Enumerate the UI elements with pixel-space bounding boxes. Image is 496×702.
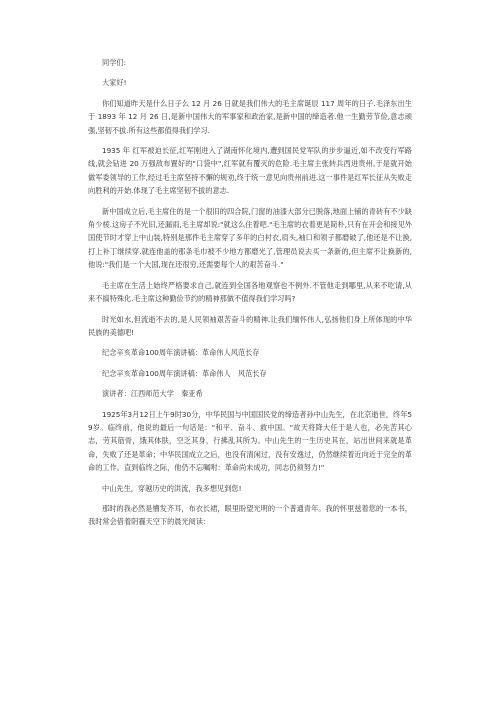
body-paragraph: 毛主席在生活上始终严格要求自己,就连到全国各地观察也不例外.不管他走到哪里,从来不吃请,从来不搞特殊化.毛主席这种勤俭节约的精神那做不值得我们学习吗?: [88, 280, 412, 304]
body-paragraph: 1925年3月12日上午9时30分，中华民国与中国国民党的缔造者孙中山先生，在北京逝世，终年59岁。临终前，他说的最后一句话是："和平、奋斗、救中国。"故天将降大任于是人也，必先苦其心志，劳其筋骨，饿其体肤，空乏其身，行拂乱其所为。中山先生的一生历史其在，站出世间来就是革命，失败了还是革命；中华民国成立之后，也没有清闲过，没有安逸过，仍然继续着近向近于完全的革命的工作。直到临终之际，他仍不忘嘱咐：革命尚未成功，同志仍须努力!": [88, 409, 412, 473]
body-paragraph: 你们知道昨天是什么日子么 12 月 26 日就是我们伟大的毛主席诞辰 117 周年的日子.毛泽东出生于 1893 年 12 月 26 日,是新中国伟大的军事家和政治家,是新中国的缔造者.他一生勤劳节俭,意志顽强,坚韧不拔.所有这些都值得我们学习.: [88, 98, 412, 135]
speech-title: 纪念辛亥革命100周年演讲稿：革命伟人 风范长存: [102, 368, 267, 378]
speaker-line: 演讲者：江西师范大学 秦亚希: [102, 389, 203, 399]
body-paragraph: 那时的我必然是懵发齐耳，布衣长裙，眼里盼望光明的一个普通青年。我的怀里兹着您的一本书，我时常会借着阴霾天空下的晨光阅读：: [88, 503, 412, 527]
body-paragraph: 中山先生，穿越历史的洪流，我多想见到您!: [102, 483, 242, 493]
section-title: 纪念辛亥革命100周年演讲稿：革命伟人风范长存: [102, 348, 260, 358]
salutation: 同学们:: [102, 58, 126, 67]
body-paragraph: 1935 年 红军被迫长征,红军刚进入了湖南怀化境内,遭到国民党军队的步步逼近,如不改变行军路线,就会钻进 20 万强敌布置好的"口袋中",红军就有覆灭的危险.毛主席主张转兵西进贵州,于是就开始做军委领导的工作,经过毛主席坚持不懈的规劝,终于统一意见向贵州前进.这一事件是红军长征从失败走向胜利的开始.体现了毛主席坚韧不拔的意志.: [88, 146, 412, 196]
body-paragraph: 新中国成立后,毛主席住的是一个很旧的四合院,门窗的油漆大部分已脱落,地面上铺的青砖有不少缺角少棱.这房子不光旧,还漏雨,毛主席却说:"就这么住着吧."毛主席的衣着更是简朴,只有在开会和接见外国使节时才穿上中山装,特别是那件毛主席穿了多年的白衬衣,肩头,袖口和领子都磨破了,他还是不让换,打上补丁继续穿.就连他盖的那条毛巾被不少地方都磨光了,管理员说去买一条新的,但主席不让换新的,他说:"我们是一个大国,现在还很穷,还需要每个人的艰苦奋斗.": [88, 206, 412, 270]
body-paragraph: 时光如水,但流逝不去的,是人民领袖艰苦奋斗的精神.让我们缅怀伟人,弘扬他们身上所体现的中华民族的美德吧!: [88, 314, 412, 337]
greeting: 大家好!: [102, 78, 127, 88]
